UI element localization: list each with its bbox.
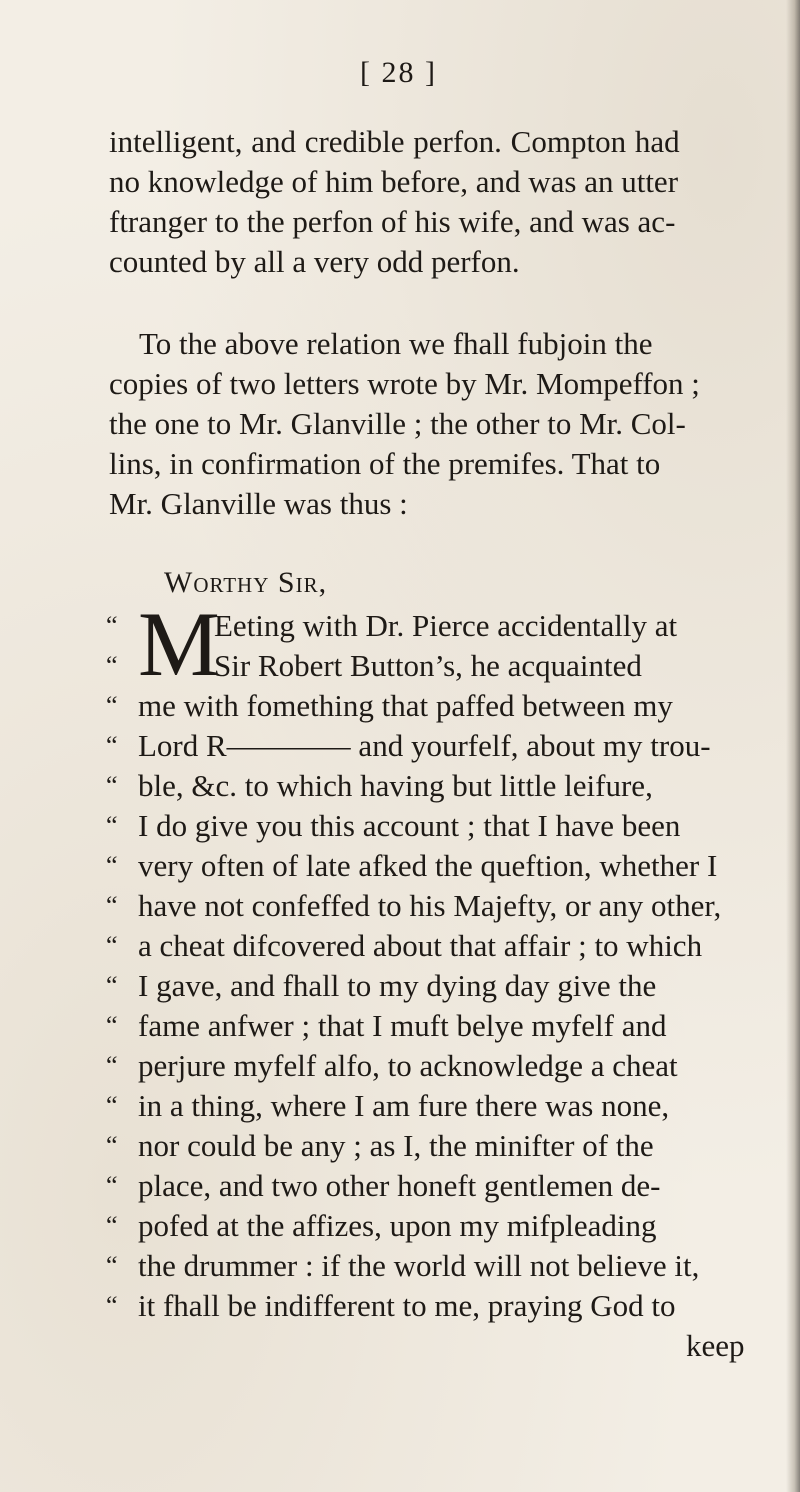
letter-line-11: fame anfwer ; that I muft belye myfelf and — [138, 1008, 667, 1043]
quote-mark: “ — [106, 811, 118, 840]
letter-line-16: pofed at the affizes, upon my mifpleading — [138, 1208, 657, 1243]
quote-mark: “ — [106, 1131, 118, 1160]
letter-line-15: place, and two other honeft gentlemen de- — [138, 1168, 661, 1203]
quote-mark: “ — [106, 1011, 118, 1040]
paragraph-1-line-3: ftranger to the perfon of his wife, and was ac- — [109, 204, 676, 239]
letter-line-10: I gave, and fhall to my dying day give the — [138, 968, 657, 1003]
quote-mark: “ — [106, 771, 118, 800]
quote-mark: “ — [106, 931, 118, 960]
letter-line-7: very often of late afked the queftion, whether I — [138, 848, 718, 883]
catchword: keep — [686, 1328, 745, 1363]
paragraph-2-line-5: Mr. Glanville was thus : — [109, 486, 408, 521]
quote-mark: “ — [106, 1051, 118, 1080]
letter-line-3: me with fomething that paffed between my — [138, 688, 673, 723]
letter-line-9: a cheat difcovered about that affair ; to which — [138, 928, 703, 963]
paragraph-2-line-2: copies of two letters wrote by Mr. Mompeffon ; — [109, 366, 700, 401]
letter-line-1: Eeting with Dr. Pierce accidentally at — [214, 608, 678, 643]
paragraph-2-line-1: To the above relation we fhall fubjoin the — [139, 326, 653, 361]
letter-line-17: the drummer : if the world will not believe it, — [138, 1248, 700, 1283]
page-number: [ 28 ] — [360, 56, 437, 89]
quote-mark: “ — [106, 611, 118, 640]
quote-mark: “ — [106, 651, 118, 680]
quote-mark: “ — [106, 1171, 118, 1200]
letter-line-12: perjure myfelf alfo, to acknowledge a cheat — [138, 1048, 678, 1083]
quote-mark: “ — [106, 691, 118, 720]
quote-mark: “ — [106, 971, 118, 1000]
letter-line-4: Lord R———— and yourfelf, about my trou- — [138, 728, 711, 763]
letter-line-2: Sir Robert Button’s, he acquainted — [214, 648, 642, 683]
paragraph-1-line-1: intelligent, and credible perfon. Compton had — [109, 124, 680, 159]
quote-mark: “ — [106, 1291, 118, 1320]
letter-line-14: nor could be any ; as I, the minifter of the — [138, 1128, 654, 1163]
quote-mark: “ — [106, 891, 118, 920]
quote-mark: “ — [106, 1091, 118, 1120]
quote-mark: “ — [106, 731, 118, 760]
paragraph-2-line-4: lins, in confirmation of the premifes. That to — [109, 446, 661, 481]
letter-line-5: ble, &c. to which having but little leifure, — [138, 768, 653, 803]
paragraph-2-line-3: the one to Mr. Glanville ; the other to Mr. Col- — [109, 406, 686, 441]
quote-mark: “ — [106, 1211, 118, 1240]
page-binding-shadow — [786, 0, 800, 1492]
letter-salutation: Worthy Sir, — [164, 566, 328, 599]
quote-mark: “ — [106, 851, 118, 880]
paragraph-1-line-2: no knowledge of him before, and was an utter — [109, 164, 679, 199]
drop-cap: M — [138, 593, 220, 695]
letter-line-18: it fhall be indifferent to me, praying God to — [138, 1288, 676, 1323]
letter-line-6: I do give you this account ; that I have been — [138, 808, 681, 843]
paragraph-1-line-4: counted by all a very odd perfon. — [109, 244, 520, 279]
letter-line-13: in a thing, where I am fure there was none, — [138, 1088, 670, 1123]
quote-mark: “ — [106, 1251, 118, 1280]
letter-line-8: have not confeffed to his Majefty, or any other, — [138, 888, 722, 923]
